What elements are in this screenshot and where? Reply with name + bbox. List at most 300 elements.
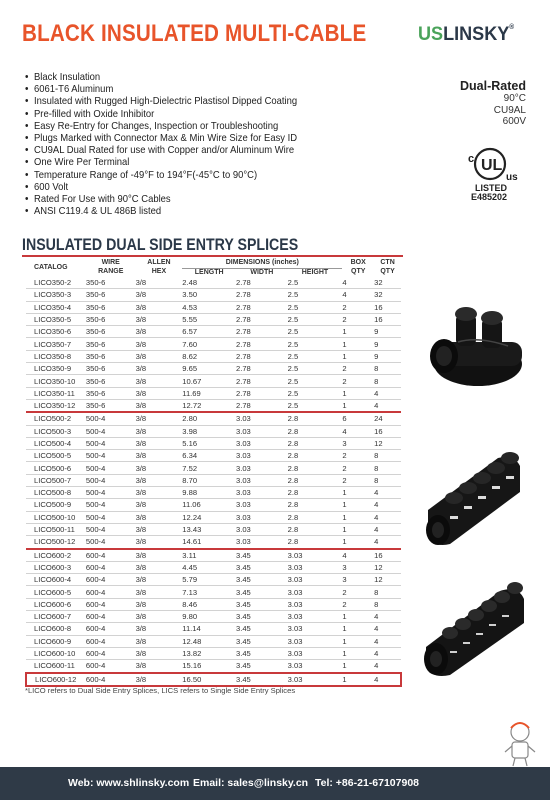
cell-box-qty: 3 [342, 437, 374, 449]
cell-width: 3.45 [236, 586, 288, 598]
cell-catalog: LICO350-4 [26, 301, 86, 313]
cell-catalog: LICO500-8 [26, 487, 86, 499]
cell-box-qty: 1 [342, 673, 374, 686]
cell-height: 2.5 [288, 350, 343, 362]
cell-ctn-qty: 16 [374, 425, 401, 437]
cell-width: 2.78 [236, 277, 288, 289]
cell-allen-hex: 3/8 [136, 301, 183, 313]
cell-wire-range: 500-4 [86, 412, 136, 425]
cell-length: 9.88 [182, 487, 236, 499]
cell-allen-hex: 3/8 [136, 523, 183, 535]
cell-box-qty: 4 [342, 549, 374, 562]
cell-wire-range: 600-4 [86, 673, 136, 686]
section-divider [22, 255, 403, 257]
cell-height: 2.5 [288, 375, 343, 387]
cell-width: 3.45 [236, 561, 288, 573]
cell-catalog: LICO600-6 [26, 598, 86, 610]
cell-height: 2.5 [288, 277, 343, 289]
cell-box-qty: 2 [342, 586, 374, 598]
table-row [26, 412, 401, 425]
rating-box [460, 79, 526, 128]
cell-allen-hex: 3/8 [136, 474, 183, 486]
cell-allen-hex: 3/8 [136, 313, 183, 325]
table-row [26, 586, 401, 598]
cell-wire-range: 350-6 [86, 375, 136, 387]
cell-ctn-qty: 8 [374, 462, 401, 474]
cell-width: 3.03 [236, 450, 288, 462]
cell-width: 3.03 [236, 499, 288, 511]
cell-box-qty: 2 [342, 363, 374, 375]
table-row [26, 289, 401, 301]
cell-catalog: LICO500-7 [26, 474, 86, 486]
cell-width: 2.78 [236, 326, 288, 338]
cell-length: 4.45 [182, 561, 236, 573]
cell-ctn-qty: 4 [374, 399, 401, 412]
cell-length: 9.80 [182, 611, 236, 623]
cell-ctn-qty: 4 [374, 536, 401, 549]
cell-catalog: LICO500-3 [26, 425, 86, 437]
table-row [26, 326, 401, 338]
cell-ctn-qty: 8 [374, 375, 401, 387]
cell-catalog: LICO600-3 [26, 561, 86, 573]
cell-width: 2.78 [236, 313, 288, 325]
cell-wire-range: 500-4 [86, 474, 136, 486]
cell-height: 2.5 [288, 313, 343, 325]
cell-height: 3.03 [288, 598, 343, 610]
cell-ctn-qty: 4 [374, 487, 401, 499]
cell-wire-range: 600-4 [86, 647, 136, 659]
cell-width: 3.03 [236, 487, 288, 499]
cell-width: 2.78 [236, 399, 288, 412]
feature-item: • Easy Re-Entry for Changes, Inspection or Troubleshooting [25, 120, 297, 132]
cell-allen-hex: 3/8 [136, 536, 183, 549]
cell-allen-hex: 3/8 [136, 399, 183, 412]
table-row [26, 660, 401, 673]
cell-allen-hex: 3/8 [136, 326, 183, 338]
table-row [26, 338, 401, 350]
cell-allen-hex: 3/8 [136, 387, 183, 399]
cell-allen-hex: 3/8 [136, 611, 183, 623]
cell-wire-range: 600-4 [86, 660, 136, 673]
cell-length: 6.57 [182, 326, 236, 338]
table-row [26, 574, 401, 586]
cell-width: 3.45 [236, 660, 288, 673]
cell-width: 3.45 [236, 549, 288, 562]
cell-allen-hex: 3/8 [136, 647, 183, 659]
feature-item: • Pre-filled with Oxide Inhibitor [25, 108, 297, 120]
cell-height: 3.03 [288, 561, 343, 573]
cell-ctn-qty: 4 [374, 511, 401, 523]
cell-width: 3.45 [236, 673, 288, 686]
cell-length: 11.69 [182, 387, 236, 399]
cell-box-qty: 4 [342, 277, 374, 289]
table-row [26, 375, 401, 387]
cell-catalog: LICO600-11 [26, 660, 86, 673]
feature-item: • Rated For Use with 90°C Cables [25, 193, 297, 205]
cell-wire-range: 350-6 [86, 313, 136, 325]
cell-wire-range: 350-6 [86, 277, 136, 289]
cell-ctn-qty: 32 [374, 277, 401, 289]
cell-height: 2.8 [288, 437, 343, 449]
cell-height: 3.03 [288, 647, 343, 659]
cell-catalog: LICO500-11 [26, 523, 86, 535]
cell-allen-hex: 3/8 [136, 487, 183, 499]
cell-width: 2.78 [236, 363, 288, 375]
cell-allen-hex: 3/8 [136, 350, 183, 362]
cell-height: 2.8 [288, 511, 343, 523]
feature-item: • One Wire Per Terminal [25, 156, 297, 168]
cell-box-qty: 3 [342, 561, 374, 573]
cell-wire-range: 600-4 [86, 549, 136, 562]
svg-text:c: c [468, 153, 475, 165]
cell-height: 2.8 [288, 412, 343, 425]
cell-height: 3.03 [288, 611, 343, 623]
cell-box-qty: 3 [342, 574, 374, 586]
table-row [26, 635, 401, 647]
cell-length: 10.67 [182, 375, 236, 387]
cell-allen-hex: 3/8 [136, 363, 183, 375]
cell-ctn-qty: 4 [374, 673, 401, 686]
col-ctn-qty: CTN [380, 259, 395, 267]
cell-length: 9.65 [182, 363, 236, 375]
svg-text:us: us [506, 172, 518, 183]
table-row [26, 499, 401, 511]
cell-catalog: LICO350-3 [26, 289, 86, 301]
cell-box-qty: 1 [342, 511, 374, 523]
cell-catalog: LICO350-12 [26, 399, 86, 412]
cell-length: 11.06 [182, 499, 236, 511]
cell-width: 2.78 [236, 338, 288, 350]
cell-length: 6.34 [182, 450, 236, 462]
cell-catalog: LICO600-8 [26, 623, 86, 635]
cell-wire-range: 350-6 [86, 363, 136, 375]
table-row [26, 425, 401, 437]
cell-length: 4.53 [182, 301, 236, 313]
cell-allen-hex: 3/8 [136, 499, 183, 511]
cell-height: 3.03 [288, 586, 343, 598]
cell-height: 2.8 [288, 499, 343, 511]
feature-list [25, 71, 327, 217]
cell-length: 8.62 [182, 350, 236, 362]
cell-wire-range: 350-6 [86, 326, 136, 338]
cell-catalog: LICO600-12 [26, 673, 86, 686]
table-row [26, 450, 401, 462]
cell-length: 8.46 [182, 598, 236, 610]
cell-height: 2.8 [288, 450, 343, 462]
cell-ctn-qty: 12 [374, 437, 401, 449]
cell-allen-hex: 3/8 [136, 289, 183, 301]
cell-ctn-qty: 8 [374, 450, 401, 462]
cell-wire-range: 350-6 [86, 350, 136, 362]
col-allen-hex-2: HEX [151, 268, 167, 276]
cell-wire-range: 600-4 [86, 586, 136, 598]
cell-height: 2.8 [288, 462, 343, 474]
cell-box-qty: 2 [342, 598, 374, 610]
cell-ctn-qty: 4 [374, 647, 401, 659]
cell-allen-hex: 3/8 [136, 375, 183, 387]
cell-catalog: LICO600-9 [26, 635, 86, 647]
cell-box-qty: 1 [342, 499, 374, 511]
cell-length: 12.48 [182, 635, 236, 647]
cell-box-qty: 2 [342, 474, 374, 486]
brand-logo: USLINSKY® [418, 24, 515, 45]
cell-wire-range: 500-4 [86, 425, 136, 437]
cell-height: 2.5 [288, 289, 343, 301]
cell-ctn-qty: 32 [374, 289, 401, 301]
cell-ctn-qty: 8 [374, 363, 401, 375]
col-wire-range: WIRE [101, 259, 120, 267]
col-dimensions: DIMENSIONS (inches) [225, 259, 299, 266]
cell-ctn-qty: 4 [374, 635, 401, 647]
feature-item: • 6061-T6 Aluminum [25, 83, 297, 95]
cell-width: 3.03 [236, 462, 288, 474]
splice-multi-port-image [420, 440, 530, 560]
col-catalog: CATALOG [34, 263, 68, 271]
cell-length: 11.14 [182, 623, 236, 635]
cell-ctn-qty: 4 [374, 523, 401, 535]
cell-catalog: LICO350-5 [26, 313, 86, 325]
cell-height: 2.5 [288, 387, 343, 399]
cell-height: 2.5 [288, 326, 343, 338]
cell-allen-hex: 3/8 [136, 586, 183, 598]
cell-width: 3.45 [236, 598, 288, 610]
cell-catalog: LICO500-5 [26, 450, 86, 462]
cell-length: 13.82 [182, 647, 236, 659]
cell-catalog: LICO350-7 [26, 338, 86, 350]
feature-item: • Temperature Range of -49°F to 194°F(-45°C to 90°C) [25, 169, 297, 181]
svg-text:UL: UL [481, 157, 503, 174]
cell-length: 7.13 [182, 586, 236, 598]
table-row [26, 536, 401, 549]
cell-width: 3.03 [236, 523, 288, 535]
cell-wire-range: 500-4 [86, 536, 136, 549]
splice-2-port-image [420, 302, 530, 398]
cell-length: 3.50 [182, 289, 236, 301]
cell-length: 2.80 [182, 412, 236, 425]
cell-wire-range: 350-6 [86, 399, 136, 412]
cell-allen-hex: 3/8 [136, 462, 183, 474]
cell-length: 5.79 [182, 574, 236, 586]
cell-ctn-qty: 9 [374, 326, 401, 338]
cell-length: 3.11 [182, 549, 236, 562]
cell-height: 2.5 [288, 399, 343, 412]
cell-height: 2.8 [288, 474, 343, 486]
col-box-qty-2: QTY [351, 268, 366, 276]
cell-allen-hex: 3/8 [136, 338, 183, 350]
cell-box-qty: 1 [342, 611, 374, 623]
cell-height: 3.03 [288, 549, 343, 562]
cell-ctn-qty: 12 [374, 561, 401, 573]
contact-footer [0, 767, 550, 800]
cell-ctn-qty: 4 [374, 623, 401, 635]
cell-width: 2.78 [236, 301, 288, 313]
feature-item: • CU9AL Dual Rated for use with Copper and/or Aluminum Wire [25, 144, 297, 156]
col-length: LENGTH [182, 268, 236, 277]
cell-width: 3.45 [236, 611, 288, 623]
cell-wire-range: 500-4 [86, 487, 136, 499]
cell-ctn-qty: 12 [374, 574, 401, 586]
cell-height: 3.03 [288, 623, 343, 635]
table-row [26, 598, 401, 610]
table-row [26, 350, 401, 362]
col-box-qty: BOX [350, 259, 366, 267]
cell-height: 3.03 [288, 635, 343, 647]
cell-catalog: LICO600-7 [26, 611, 86, 623]
section-title: INSULATED DUAL SIDE ENTRY SPLICES [22, 236, 299, 254]
cell-wire-range: 500-4 [86, 462, 136, 474]
cell-length: 2.48 [182, 277, 236, 289]
cell-catalog: LICO350-10 [26, 375, 86, 387]
footer-email[interactable]: Email: sales@linsky.cn [193, 777, 309, 789]
listed-label: LISTED [475, 183, 508, 193]
cell-ctn-qty: 16 [374, 313, 401, 325]
feature-item: • Insulated with Rugged High-Dielectric Plastisol Dipped Coating [25, 95, 297, 107]
cell-box-qty: 1 [342, 660, 374, 673]
cell-width: 3.03 [236, 474, 288, 486]
cell-catalog: LICO600-2 [26, 549, 86, 562]
cell-length: 16.50 [182, 673, 236, 686]
cell-box-qty: 1 [342, 338, 374, 350]
cell-catalog: LICO350-6 [26, 326, 86, 338]
table-footnote: *LICO refers to Dual Side Entry Splices, LICS refers to Single Side Entry Splices [25, 686, 296, 695]
cell-allen-hex: 3/8 [136, 511, 183, 523]
cell-box-qty: 4 [342, 425, 374, 437]
page-title: BLACK INSULATED MULTI-CABLE [22, 20, 367, 47]
cell-box-qty: 1 [342, 635, 374, 647]
cell-wire-range: 350-6 [86, 387, 136, 399]
cell-wire-range: 500-4 [86, 450, 136, 462]
ul-listed-icon [464, 144, 522, 184]
cell-catalog: LICO600-10 [26, 647, 86, 659]
cell-allen-hex: 3/8 [136, 660, 183, 673]
cell-width: 2.78 [236, 350, 288, 362]
cell-allen-hex: 3/8 [136, 549, 183, 562]
footer-website[interactable]: Web: www.shlinsky.com [68, 777, 190, 789]
mascot-icon [500, 718, 540, 768]
table-row [26, 561, 401, 573]
cell-height: 2.8 [288, 523, 343, 535]
table-row [26, 487, 401, 499]
cell-box-qty: 1 [342, 387, 374, 399]
col-allen-hex: ALLEN [147, 259, 171, 267]
cell-allen-hex: 3/8 [136, 450, 183, 462]
cell-height: 3.03 [288, 673, 343, 686]
table-row [26, 647, 401, 659]
cell-width: 3.45 [236, 623, 288, 635]
cell-ctn-qty: 8 [374, 474, 401, 486]
cell-box-qty: 6 [342, 412, 374, 425]
cell-length: 7.52 [182, 462, 236, 474]
cell-allen-hex: 3/8 [136, 561, 183, 573]
cell-length: 3.98 [182, 425, 236, 437]
footer-phone: Tel: +86-21-67107908 [315, 777, 420, 789]
col-height: HEIGHT [288, 268, 343, 277]
table-row [26, 399, 401, 412]
cell-wire-range: 600-4 [86, 611, 136, 623]
cell-height: 3.03 [288, 574, 343, 586]
cell-catalog: LICO600-4 [26, 574, 86, 586]
cell-height: 2.8 [288, 425, 343, 437]
cell-ctn-qty: 8 [374, 598, 401, 610]
table-row [26, 549, 401, 562]
cell-allen-hex: 3/8 [136, 598, 183, 610]
cell-box-qty: 1 [342, 487, 374, 499]
cell-wire-range: 500-4 [86, 437, 136, 449]
cell-catalog: LICO350-2 [26, 277, 86, 289]
cell-width: 2.78 [236, 387, 288, 399]
cell-width: 2.78 [236, 289, 288, 301]
table-row [26, 623, 401, 635]
cell-catalog: LICO500-12 [26, 536, 86, 549]
ul-certification [464, 144, 524, 202]
cell-wire-range: 500-4 [86, 511, 136, 523]
cell-catalog: LICO500-9 [26, 499, 86, 511]
table-row [26, 523, 401, 535]
cell-length: 15.16 [182, 660, 236, 673]
cell-ctn-qty: 9 [374, 350, 401, 362]
table-row [26, 673, 401, 686]
rating-line: 90°C [503, 93, 526, 104]
cell-ctn-qty: 4 [374, 499, 401, 511]
cell-ctn-qty: 4 [374, 660, 401, 673]
cell-allen-hex: 3/8 [136, 574, 183, 586]
table-row [26, 363, 401, 375]
cell-height: 2.5 [288, 338, 343, 350]
cell-width: 3.03 [236, 412, 288, 425]
cell-length: 5.55 [182, 313, 236, 325]
table-row [26, 437, 401, 449]
cell-box-qty: 1 [342, 399, 374, 412]
cell-allen-hex: 3/8 [136, 623, 183, 635]
cell-wire-range: 600-4 [86, 574, 136, 586]
table-row [26, 611, 401, 623]
table-row [26, 511, 401, 523]
col-width: WIDTH [236, 268, 288, 277]
cell-ctn-qty: 8 [374, 586, 401, 598]
col-ctn-qty-2: QTY [380, 268, 395, 276]
cell-width: 3.03 [236, 437, 288, 449]
cell-catalog: LICO500-6 [26, 462, 86, 474]
cell-ctn-qty: 4 [374, 611, 401, 623]
cell-box-qty: 1 [342, 326, 374, 338]
table-row [26, 277, 401, 289]
cell-width: 3.45 [236, 647, 288, 659]
cell-length: 8.70 [182, 474, 236, 486]
cell-box-qty: 4 [342, 289, 374, 301]
cell-box-qty: 2 [342, 375, 374, 387]
cell-width: 3.03 [236, 511, 288, 523]
cell-width: 3.03 [236, 425, 288, 437]
cell-height: 2.5 [288, 301, 343, 313]
cell-ctn-qty: 16 [374, 549, 401, 562]
rating-line: 600V [502, 116, 526, 127]
cell-length: 12.24 [182, 511, 236, 523]
cell-catalog: LICO350-11 [26, 387, 86, 399]
cell-catalog: LICO350-8 [26, 350, 86, 362]
table-row [26, 387, 401, 399]
table-row [26, 313, 401, 325]
cell-wire-range: 600-4 [86, 623, 136, 635]
cell-length: 13.43 [182, 523, 236, 535]
cell-wire-range: 350-6 [86, 301, 136, 313]
cell-box-qty: 1 [342, 523, 374, 535]
cell-wire-range: 600-4 [86, 561, 136, 573]
cell-allen-hex: 3/8 [136, 277, 183, 289]
cell-box-qty: 1 [342, 647, 374, 659]
cell-length: 12.72 [182, 399, 236, 412]
cell-width: 3.03 [236, 536, 288, 549]
cell-ctn-qty: 4 [374, 387, 401, 399]
